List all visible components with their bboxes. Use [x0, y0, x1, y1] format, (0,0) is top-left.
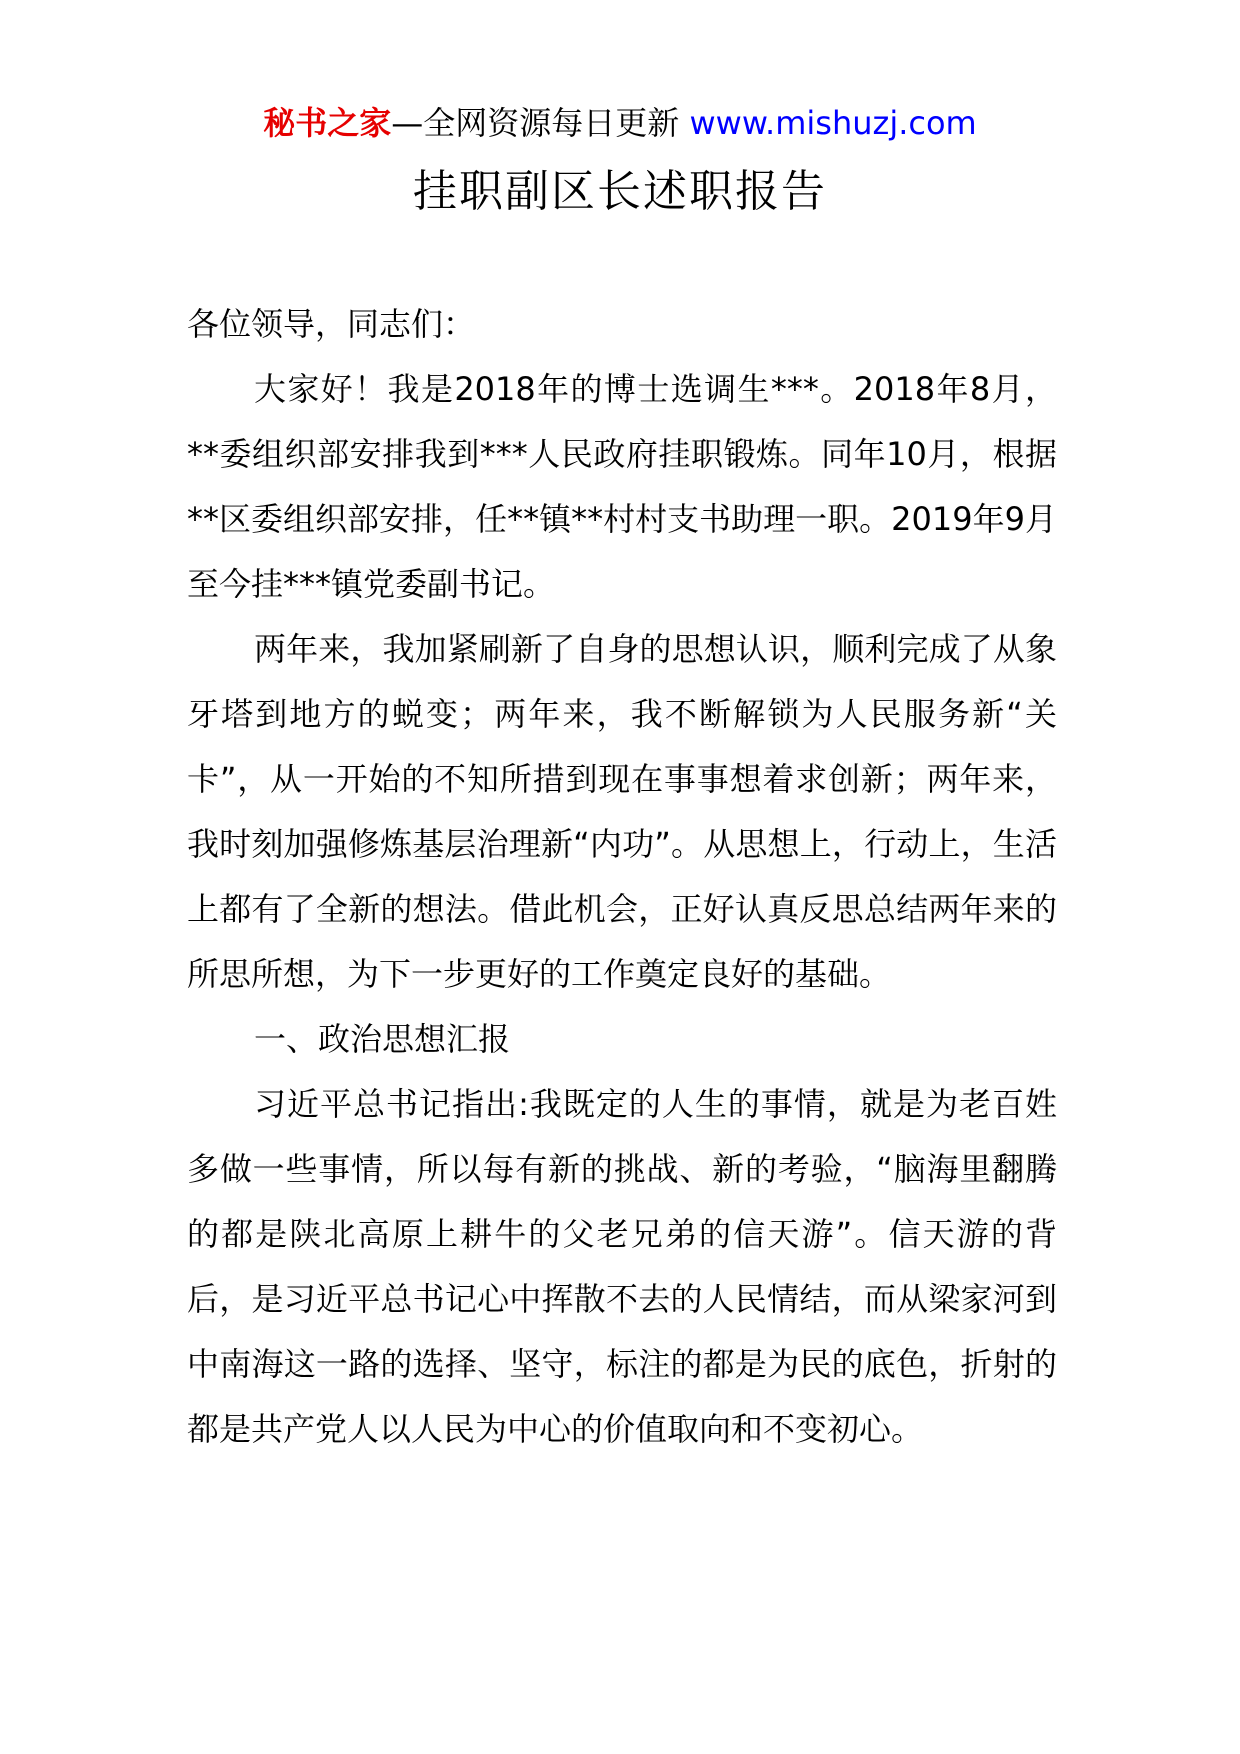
brand-name: 秘书之家	[263, 104, 392, 142]
section-heading: 一、政治思想汇报	[254, 1020, 511, 1058]
website-link[interactable]: www.mishuzj.com	[689, 104, 977, 142]
salutation: 各位领导，同志们：	[187, 305, 476, 343]
document-body	[187, 292, 1057, 1462]
site-header	[0, 98, 1240, 148]
paragraph-intro: 大家好！我是2018年的博士选调生***。2018年8月，**委组织部安排我到***人民政府挂职锻炼。同年10月，根据**区委组织部安排，任**镇**村村支书助理一职。2019年9月至今挂***镇党委副书记。	[187, 370, 1057, 603]
document-title: 挂职副区长述职报告	[413, 166, 827, 217]
header-tagline: —全网资源每日更新	[391, 104, 690, 142]
paragraph-political: 习近平总书记指出:我既定的人生的事情，就是为老百姓多做一些事情，所以每有新的挑战、新的考验，“脑海里翻腾的都是陕北高原上耕牛的父老兄弟的信天游”。信天游的背后，是习近平总书记心中挥散不去的人民情结，而从梁家河到中南海这一路的选择、坚守，标注的都是为民的底色，折射的都是共产党人以人民为中心的价值取向和不变初心。	[187, 1085, 1057, 1448]
paragraph-summary: 两年来，我加紧刷新了自身的思想认识，顺利完成了从象牙塔到地方的蜕变；两年来，我不断解锁为人民服务新“关卡”，从一开始的不知所措到现在事事想着求创新；两年来，我时刻加强修炼基层治理新“内功”。从思想上，行动上，生活上都有了全新的想法。借此机会，正好认真反思总结两年来的所思所想，为下一步更好的工作奠定良好的基础。	[187, 630, 1057, 993]
